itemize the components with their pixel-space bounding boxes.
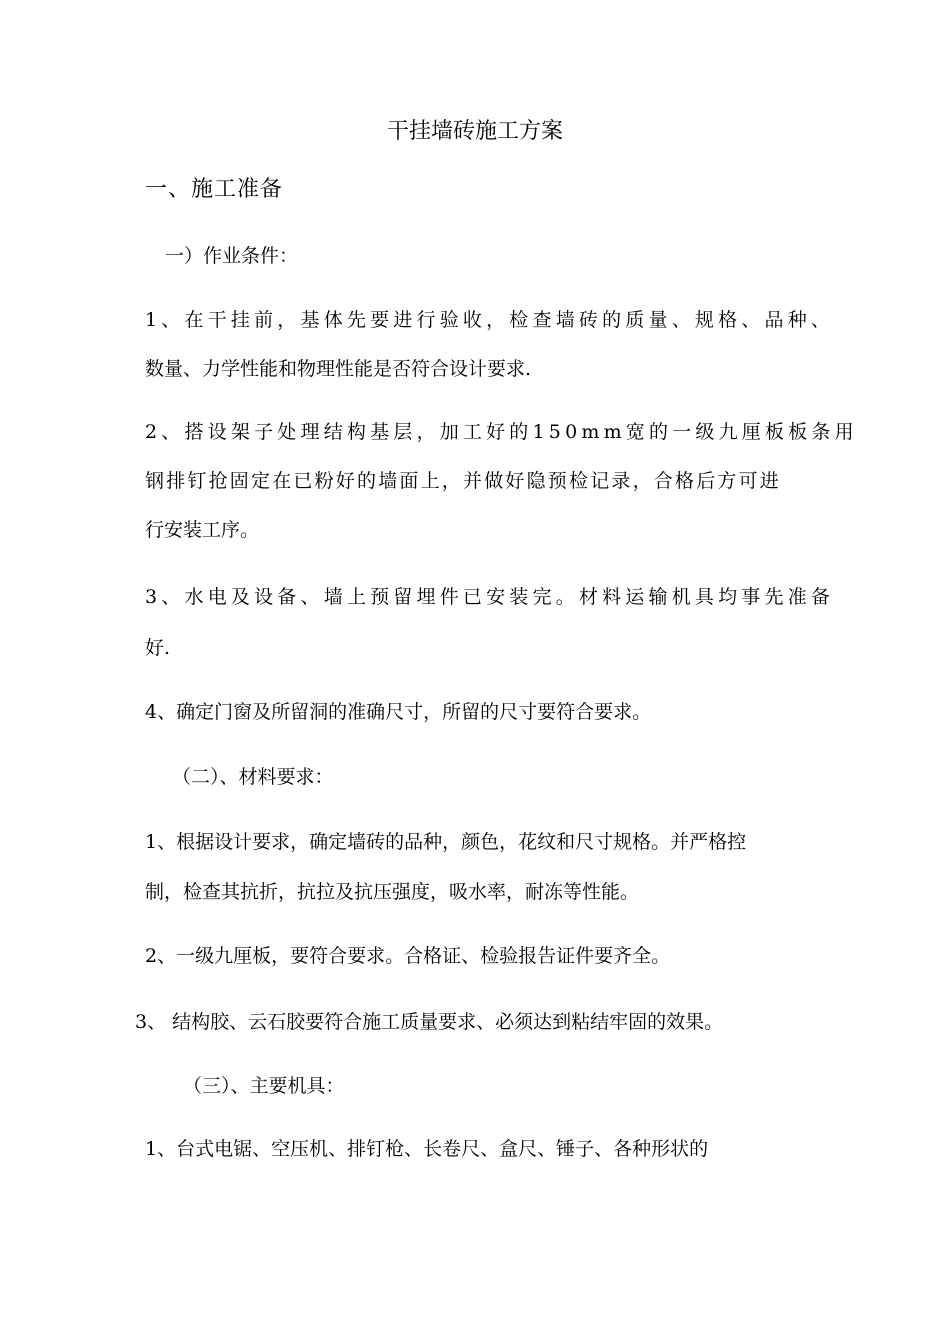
section-heading-preparation: 一、施工准备 xyxy=(145,177,284,202)
paragraph-3-line-1: 3、水电及设备、墙上预留埋件已安装完。材料运输机具均事先准备 xyxy=(145,586,835,608)
document-title: 干挂墙砖施工方案 xyxy=(386,119,563,144)
paragraph-2-line-3: 行安装工序。 xyxy=(145,519,260,541)
material-2: 2、一级九厘板，要符合要求。合格证、检验报告证件要齐全。 xyxy=(145,945,671,967)
paragraph-1-line-1: 1、在干挂前，基体先要进行验收，检查墙砖的质量、规格、品种、 xyxy=(145,309,835,331)
paragraph-1-line-2: 数量、力学性能和物理性能是否符合设计要求. xyxy=(145,358,532,380)
subheading-work-conditions: 一）作业条件： xyxy=(165,245,299,267)
subheading-material-requirements: （二）、材料要求： xyxy=(172,766,334,788)
paragraph-4: 4、确定门窗及所留洞的准确尺寸，所留的尺寸要符合要求。 xyxy=(145,701,652,723)
paragraph-2-line-2: 钢排钉抢固定在已粉好的墙面上，并做好隐预检记录，合格后方可进 xyxy=(145,470,782,492)
material-1-line-2: 制，检查其抗折，抗拉及抗压强度，吸水率，耐冻等性能。 xyxy=(145,881,640,903)
material-3: 3、 结构胶、云石胶要符合施工质量要求、必须达到粘结牢固的效果。 xyxy=(135,1011,724,1033)
paragraph-3-line-2: 好. xyxy=(145,637,171,659)
tools-line-1: 1、台式电锯、空压机、排钉枪、长卷尺、盒尺、锤子、各种形状的 xyxy=(145,1138,709,1160)
material-1-line-1: 1、根据设计要求，确定墙砖的品种，颜色，花纹和尺寸规格。并严格控 xyxy=(145,831,747,853)
subheading-main-tools: （三）、主要机具： xyxy=(183,1075,345,1097)
paragraph-2-line-1: 2、搭设架子处理结构基层，加工好的150mm宽的一级九厘板板条用 xyxy=(145,421,858,443)
